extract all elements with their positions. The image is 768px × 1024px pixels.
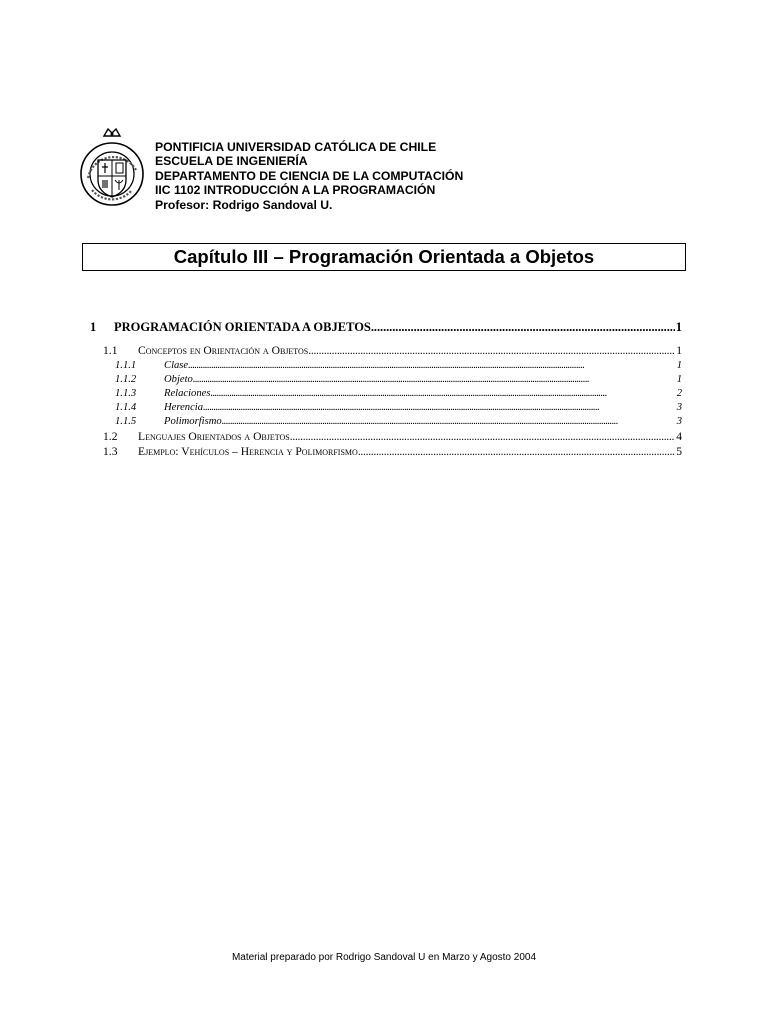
toc-label: Objeto — [164, 374, 193, 385]
toc-leader-dots — [290, 430, 675, 443]
toc-page-number: 4 — [676, 430, 682, 443]
toc-number: 1.1 — [103, 344, 118, 357]
toc-label: Herencia — [164, 402, 204, 413]
toc-number: 1 — [90, 320, 97, 334]
toc-leader-dots — [203, 402, 676, 413]
toc-leader-dots — [193, 374, 676, 385]
toc-entry[interactable] — [90, 445, 682, 458]
toc-leader-dots — [210, 388, 675, 399]
toc-entry[interactable] — [90, 402, 682, 413]
toc-entry[interactable] — [90, 320, 682, 335]
toc-number: 1.1.2 — [115, 374, 137, 385]
toc-entry[interactable] — [90, 374, 682, 385]
toc-label: Ejemplo: Vehículos – Herencia y Polimorfismo — [138, 445, 358, 458]
toc-number: 1.1.5 — [115, 416, 137, 427]
toc-leader-dots — [308, 344, 675, 357]
toc-label: Polimorfismo — [164, 416, 222, 427]
chapter-title: Capítulo III – Programación Orientada a Objetos — [173, 246, 595, 267]
toc-label: PROGRAMACIÓN ORIENTADA A OBJETOS — [114, 320, 371, 334]
toc-number: 1.3 — [103, 445, 118, 458]
toc-entry[interactable] — [90, 430, 682, 443]
toc-label: Lenguajes Orientados a Objetos — [138, 430, 290, 443]
university-name: PONTIFICIA UNIVERSIDAD CATÓLICA DE CHILE — [155, 140, 437, 154]
toc-entry[interactable] — [90, 360, 682, 371]
footer-note: Material preparado por Rodrigo Sandoval U en Marzo y Agosto 2004 — [231, 952, 537, 963]
toc-leader-dots — [358, 445, 675, 458]
toc-leader-dots — [222, 416, 676, 427]
course-name: IIC 1102 INTRODUCCIÓN A LA PROGRAMACIÓN — [155, 183, 436, 198]
toc-number: 1.1.1 — [115, 360, 137, 371]
toc-page-number: 1 — [676, 344, 682, 357]
toc-leader-dots — [371, 320, 675, 335]
toc-label: Conceptos en Orientación a Objetos — [138, 344, 309, 357]
toc-label: Relaciones — [164, 388, 211, 399]
toc-leader-dots — [188, 360, 676, 371]
institution-header — [155, 140, 463, 212]
toc-entry[interactable] — [90, 388, 682, 399]
toc-page-number: 5 — [676, 445, 682, 458]
toc-page-number: 1 — [676, 360, 682, 371]
toc-label: Clase — [164, 360, 189, 371]
toc-entry[interactable] — [90, 416, 682, 427]
toc-page-number: 1 — [676, 374, 682, 385]
toc-number: 1.2 — [103, 430, 118, 443]
school-name: ESCUELA DE INGENIERÍA — [155, 154, 308, 169]
department-name: DEPARTAMENTO DE CIENCIA DE LA COMPUTACIÓN — [155, 168, 464, 183]
toc-number: 1.1.3 — [115, 388, 137, 399]
toc-page-number: 3 — [676, 402, 682, 413]
professor-name: Profesor: Rodrigo Sandoval U. — [155, 197, 333, 212]
chapter-title-box — [82, 243, 686, 271]
toc-entry[interactable] — [90, 344, 682, 357]
toc-page-number: 2 — [676, 388, 682, 399]
toc-number: 1.1.4 — [115, 402, 137, 413]
toc-page-number: 3 — [676, 416, 682, 427]
university-seal-icon — [78, 126, 146, 214]
toc-page-number: 1 — [675, 320, 682, 334]
